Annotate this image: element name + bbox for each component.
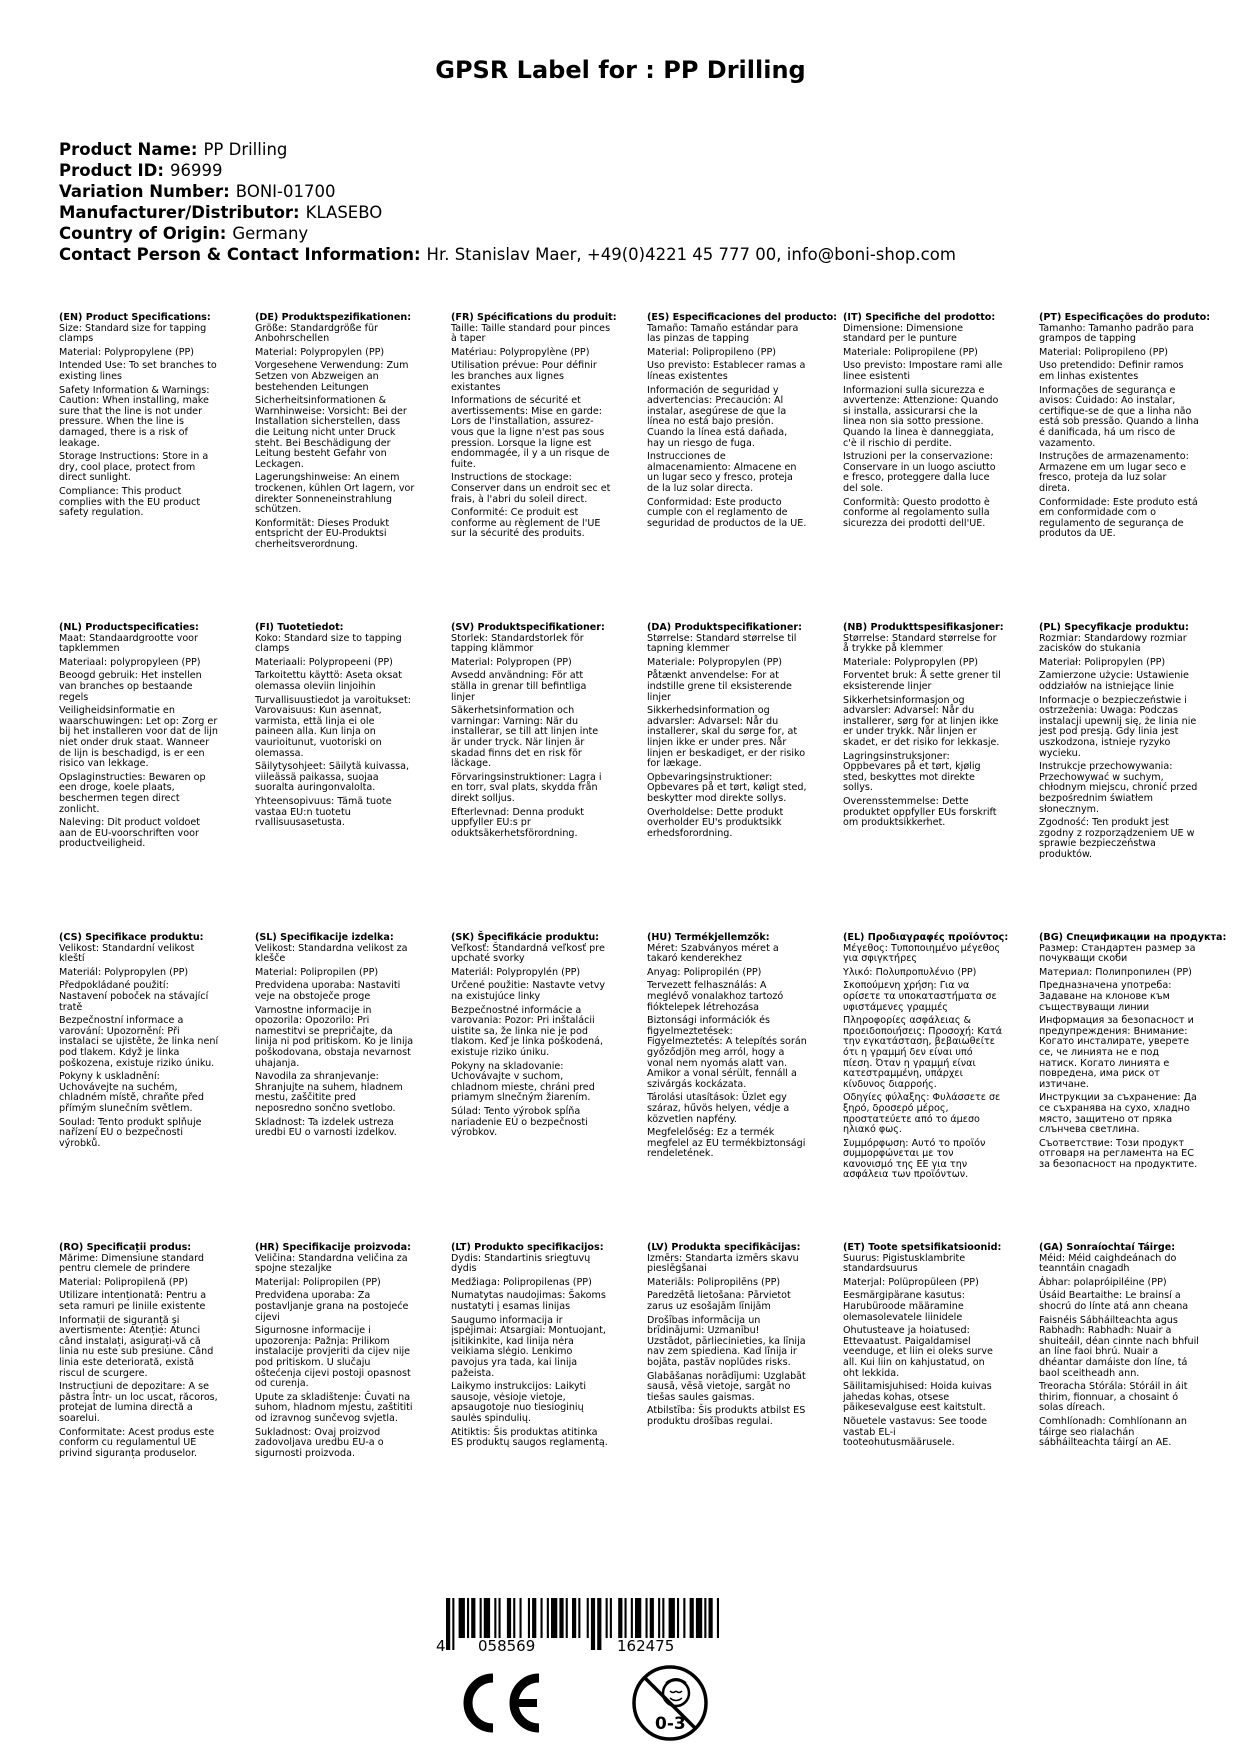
spec-field: Materjal: Polüpropüleen (PP) (843, 1276, 979, 1288)
spec-field: Conformidade: Este produto está em conformidade com o regulamento de segurança de produtos da UE. (1039, 496, 1198, 540)
spec-field: Naleving: Dit product voldoet aan de EU-voorschriften voor productveiligheid. (59, 817, 201, 850)
spec-heading: (DE) Produktspezifikationen: (255, 312, 412, 323)
spec-field: Materijal: Polipropilen (PP) (255, 1276, 381, 1288)
spec-field: Material: Polypropylen (PP) (255, 346, 385, 358)
spec-heading: (LT) Produkto specifikacijos: (451, 1242, 604, 1253)
spec-field: Faisnéis Sábháilteachta agus Rabhadh: Rabhadh: Nuair a shuiteáil, déan cinnte nach bhfuil an líne faoi bhrú. Nuair a dhéantar damáiste don líne, tá baol sceitheadh ann. (1039, 1314, 1199, 1379)
spec-field: Material: Polipropileno (PP) (647, 346, 776, 358)
spec-field: Material: Polipropilen (PP) (255, 966, 379, 978)
spec-field: Velikost: Standardní velikost kleští (59, 942, 195, 965)
spec-field: Forventet bruk: Å sette grener til eksisterende linjer (843, 670, 1001, 692)
spec-field: Materiál: Polypropylén (PP) (451, 966, 581, 978)
spec-field: Sukladnost: Ovaj proizvod zadovoljava uredbu EU-a o sigurnosti proizvoda. (255, 1426, 384, 1459)
spec-heading: (BG) Спецификации на продукта: (1039, 932, 1227, 943)
spec-heading: (EN) Product Specifications: (59, 312, 211, 323)
spec-block (843, 1243, 1003, 1452)
spec-field: Οδηγίες φύλαξης: Φυλάσσετε σε ξηρό, δροσερό μέρος, προστατεύετε από το άμεσο ηλιακό φως. (843, 1092, 1001, 1136)
spec-field: Medžiaga: Polipropilenas (PP) (451, 1276, 592, 1288)
spec-heading: (SL) Specifikacije izdelka: (255, 932, 394, 943)
spec-field: Sicherheitsinformationen & Warnhinweise: Vorsicht: Bei der Installation sicherstellen, dass die Leitung nicht unter Druck steht. Bei Beschädigung der Leitung besteht Gefahr von Leckagen. (255, 395, 407, 470)
spec-field: Materiale: Polipropilene (PP) (843, 346, 978, 358)
spec-field: Treoracha Stórála: Stóráil in áit thirim, fionnuar, a chosaint ó solas díreach. (1039, 1381, 1188, 1414)
spec-field: Materiale: Polypropylen (PP) (843, 656, 979, 668)
spec-field: Matériau: Polypropylène (PP) (451, 346, 590, 358)
spec-field: Sikkerhedsinformation og advarsler: Advarsel: Når du installerer, skal du sørge for, at linjen ikke er under pres. Når linjen er beskadiget, er der risiko for lækage. (647, 705, 806, 770)
spec-heading: (NL) Productspecificaties: (59, 622, 199, 633)
spec-field: Tervezett felhasználás: A meglévő vonalakhoz tartozó fióktelepek létrehozása (647, 980, 784, 1013)
spec-field: Zgodność: Ten produkt jest zgodny z rozporządzeniem UE w sprawie bezpieczeństwa produktów. (1039, 817, 1195, 860)
spec-heading: (FR) Spécifications du produit: (451, 312, 617, 323)
spec-field: Información de seguridad y advertencias: Precaución: Al instalar, asegúrese de que la línea no está bajo presión. Cuando la línea está dañada, hay un riesgo de fuga. (647, 384, 788, 449)
spec-block (451, 1243, 611, 1452)
spec-field: Overholdelse: Dette produkt overholder EU's produktsikk erhedsforordning. (647, 806, 784, 839)
spec-block (59, 623, 219, 853)
info-value: BONI-01700 (235, 182, 336, 201)
spec-block (843, 932, 1009, 1184)
spec-field: Úsáid Beartaithe: Le brainsí a shocrú do línte atá ann cheana (1039, 1290, 1189, 1312)
barcode (436, 1598, 726, 1668)
spec-field: Съответствие: Този продукт отговаря на регламента на ЕС за безопасност на продуктите. (1039, 1137, 1198, 1170)
spec-field: Comhlíonadh: Comhlíonann an táirge seo rialachán sábháilteachta táirgí an AE. (1039, 1415, 1187, 1449)
spec-field: Veiligheidsinformatie en waarschuwingen: Let op: Zorg er bij het installeren voor dat de lijn niet onder druk staat. Wanneer de lijn is beschadigd, is er een risico van lekkage. (59, 705, 218, 770)
spec-field: Numatytas naudojimas: Šakoms nustatyti į esamas linijas (451, 1290, 606, 1312)
spec-field: Skladnost: Ta izdelek ustreza uredbi EU o varnosti izdelkov. (255, 1116, 397, 1139)
info-value: Germany (232, 224, 309, 243)
spec-field: Предназначена употреба: Задаване на клонове към съществуващи линии (1039, 980, 1172, 1013)
spec-block (59, 933, 219, 1152)
spec-field: Nõuetele vastavus: See toode vastab EL-i tooteohutusmäärusele. (843, 1415, 987, 1449)
spec-field: Instrukcje przechowywania: Przechowywać w suchym, chłodnym miejscu, chronić przed bezpośrednim światłem słonecznym. (1039, 761, 1198, 815)
spec-field: Tamanho: Tamanho padrão para grampos de tapping (1039, 322, 1194, 345)
spec-block (255, 623, 415, 832)
spec-field: Opslaginstructies: Bewaren op een droge, koele plaats, beschermen tegen direct zonlicht. (59, 771, 206, 815)
spec-block (255, 313, 415, 553)
spec-field: Soulad: Tento produkt splňuje nařízení EU o bezpečnosti výrobků. (59, 1116, 202, 1149)
age-0-3-warning-icon (630, 1663, 710, 1747)
spec-field: Pokyny na skladovanie: Uchovávajte v suchom, chladnom mieste, chráni pred priamym slnečným žiarením. (451, 1060, 595, 1104)
spec-field: Materiał: Polipropylen (PP) (1039, 656, 1166, 668)
spec-field: Dydis: Standartinis sriegtuvų dydis (451, 1252, 591, 1275)
spec-field: Safety Information & Warnings: Caution: When installing, make sure that the line is not under pressure. When the line is damaged, there is a risk of leakage. (59, 384, 210, 449)
product-id-row (59, 160, 1189, 181)
spec-field: Uso previsto: Impostare rami alle linee esistenti (843, 360, 1003, 382)
spec-block (1039, 932, 1227, 1173)
country-of-origin-row (59, 223, 1189, 244)
spec-field: Upute za skladištenje: Čuvati na suhom, hladnom mjestu, zaštititi od izravnog sunčevog svjetla. (255, 1391, 413, 1424)
spec-field: Lagerungshinweise: An einem trockenen, kühlen Ort lagern, vor direkter Sonneneinstrahlung schützen. (255, 472, 415, 516)
spec-field: Určené použitie: Nastavte vetvy na existujúce linky (451, 980, 606, 1002)
spec-field: Maat: Standaardgrootte voor tapklemmen (59, 632, 199, 655)
info-value: 96999 (169, 161, 223, 180)
spec-heading: (FI) Tuotetiedot: (255, 622, 344, 633)
spec-field: Méid: Méid caighdeánach do teanntáin cnagadh (1039, 1252, 1177, 1275)
spec-field: Taille: Taille standard pour pinces à taper (451, 322, 611, 345)
info-label: Product Name: (59, 140, 198, 159)
product-name-row (59, 139, 1189, 160)
spec-field: Storage Instructions: Store in a dry, cool place, protect from direct sunlight. (59, 451, 209, 484)
info-label: Product ID: (59, 161, 164, 180)
spec-field: Μέγεθος: Τυποποιημένο μέγεθος για σφιγκτήρες (843, 942, 1001, 965)
spec-heading: (PL) Specyfikacje produktu: (1039, 622, 1189, 633)
spec-field: Rozmiar: Standardowy rozmiar zacisków do stukania (1039, 632, 1187, 655)
spec-field: Σκοπούμενη χρήση: Για να ορίσετε τα υποκαταστήματα σε υφιστάμενες γραμμές (843, 980, 997, 1013)
age-label: 0-3 (655, 1714, 686, 1734)
spec-block (647, 933, 807, 1163)
spec-block (451, 933, 611, 1142)
spec-field: Instructions de stockage: Conserver dans un endroit sec et frais, à l'abri du soleil direct. (451, 472, 611, 505)
spec-field: Uso pretendido: Definir ramos em linhas existentes (1039, 360, 1184, 382)
spec-heading: (NB) Produkttspesifikasjoner: (843, 622, 1004, 633)
spec-field: Instrucciones de almacenamiento: Almacene en un lugar seco y fresco, proteja de la luz solar directa. (647, 451, 797, 494)
spec-field: Conformità: Questo prodotto è conforme al regolamento sulla sicurezza dei prodotti dell'UE. (843, 496, 990, 529)
spec-block (1039, 1243, 1199, 1452)
spec-field: Lagringsinstruksjoner: Oppbevares på et tørt, kjølig sted, beskyttes mot direkte sollys. (843, 750, 981, 794)
spec-field: Materiāls: Polipropilēns (PP) (647, 1276, 781, 1288)
spec-field: Инструкции за съхранение: Да се съхранява на сухо, хладно място, защитено от пряка слънчева светлина. (1039, 1092, 1197, 1136)
spec-field: Materiál: Polypropylen (PP) (59, 966, 189, 978)
spec-field: Izmērs: Standarta izmērs skavu pieslēgšanai (647, 1252, 799, 1275)
spec-field: Instrucțiuni de depozitare: A se păstra într- un loc uscat, răcoros, protejat de lumina directă a soarelui. (59, 1381, 218, 1424)
spec-field: Megfelelőség: Ez a termék megfelel az EU termékbiztonsági rendeletének. (647, 1127, 806, 1160)
barcode-digit-first: 4 (436, 1637, 446, 1655)
barcode-digits-left: 058569 (478, 1637, 536, 1655)
specifications-grid (59, 313, 1239, 1563)
spec-field: Informacje o bezpieczeństwie i ostrzeżenia: Uwaga: Podczas instalacji upewnij się, że linia nie jest pod presją. Gdy linia jest uszkodzona, istnieje ryzyko wycieku. (1039, 694, 1197, 759)
spec-field: Tárolási utasítások: Üzlet egy száraz, hűvös helyen, védje a közvetlen napfény. (647, 1092, 790, 1125)
spec-field: Υλικό: Πολυπροπυλένιο (PP) (843, 966, 977, 978)
spec-field: Uso previsto: Establecer ramas a líneas existentes (647, 360, 806, 382)
spec-field: Πληροφορίες ασφάλειας & προειδοποιήσεις: Προσοχή: Κατά την εγκατάσταση, βεβαιωθείτε ότι η γραμμή δεν είναι υπό πίεση. Όταν η γραμμή είναι κατεστραμμένη, υπάρχει κίνδυνος διαρροής. (843, 1015, 1003, 1090)
spec-field: Material: Polypropen (PP) (451, 656, 572, 668)
spec-field: Storlek: Standardstorlek för tapping klämmor (451, 632, 584, 655)
spec-field: Größe: Standardgröße für Anbohrschellen (255, 322, 378, 345)
spec-heading: (ES) Especificaciones del producto: (647, 312, 838, 323)
ce-mark-icon (455, 1672, 545, 1738)
info-value: Hr. Stanislav Maer, +49(0)4221 45 777 00, info@boni-shop.com (426, 245, 956, 264)
spec-field: Konformität: Dieses Produkt entspricht der EU-Produktsi cherheitsverordnung. (255, 517, 390, 550)
contact-row (59, 244, 1189, 265)
spec-field: Tamaño: Tamaño estándar para las pinzas de tapping (647, 322, 799, 345)
spec-field: Conformidad: Este producto cumple con el reglamento de seguridad de productos de la UE. (647, 496, 807, 529)
spec-field: Materiaali: Polypropeeni (PP) (255, 656, 393, 668)
spec-field: Vorgesehene Verwendung: Zum Setzen von Abzweigen an bestehenden Leitungen (255, 360, 409, 393)
info-label: Manufacturer/Distributor: (59, 203, 300, 222)
spec-block (1039, 312, 1211, 543)
spec-heading: (RO) Specificații produs: (59, 1242, 192, 1253)
spec-field: Suurus: Pigistusklambrite standardsuurus (843, 1252, 966, 1275)
spec-field: Säilytysohjeet: Säilytä kuivassa, viileässä paikassa, suojaa suoralta auringonvalolta. (255, 761, 410, 794)
spec-field: Biztonsági információk és figyelmeztetések: Figyelmeztetés: A telepítés során győződjön meg arról, hogy a vonal nem nyomás alatt van. Amikor a vonal sérült, fennáll a szivárgás kockázata. (647, 1015, 807, 1090)
spec-heading: (ET) Toote spetsifikatsioonid: (843, 1242, 1002, 1253)
manufacturer-row (59, 202, 1189, 223)
spec-field: Conformitate: Acest produs este conform cu regulamentul UE privind siguranța produselor. (59, 1426, 215, 1459)
spec-heading: (CS) Specifikace produktu: (59, 932, 204, 943)
info-value: KLASEBO (305, 203, 383, 222)
spec-field: Predvidena uporaba: Nastaviti veje na obstoječe proge (255, 980, 401, 1002)
spec-block (255, 1243, 415, 1462)
spec-field: Ábhar: polapróipiléine (PP) (1039, 1276, 1167, 1288)
spec-field: Laikymo instrukcijos: Laikyti sausoje, vėsioje vietoje, apsaugotoje nuo tiesioginių saulės spindulių. (451, 1381, 587, 1424)
spec-field: Atbilstība: Šis produkts atbilst ES produktu drošības regulai. (647, 1405, 806, 1427)
spec-heading: (HR) Specifikacije proizvoda: (255, 1242, 411, 1253)
spec-heading: (PT) Especificações do produto: (1039, 312, 1211, 323)
spec-field: Koko: Standard size to tapping clamps (255, 632, 402, 655)
spec-field: Compliance: This product complies with the EU product safety regulation. (59, 485, 201, 519)
spec-field: Předpokládané použití: Nastavení poboček na stávající tratě (59, 980, 209, 1013)
spec-field: Информация за безопасност и предупреждения: Внимание: Когато инсталирате, уверете се, че линията не е под натиск. Когато линията е повредена, има риск от изтичане. (1039, 1015, 1194, 1090)
spec-heading: (IT) Specifiche del prodotto: (843, 312, 996, 323)
spec-field: Mărime: Dimensiune standard pentru clemele de prindere (59, 1252, 205, 1275)
variation-number-row (59, 181, 1189, 202)
spec-field: Velikost: Standardna velikost za klešče (255, 942, 408, 965)
spec-row (59, 313, 1239, 623)
spec-heading: (SV) Produktspecifikationer: (451, 622, 605, 633)
spec-field: Istruzioni per la conservazione: Conservare in un luogo asciutto e fresco, proteggere dalla luce del sole. (843, 451, 996, 494)
product-info (59, 139, 1189, 265)
spec-field: Informazioni sulla sicurezza e avvertenze: Attenzione: Quando si installa, assicurarsi che la linea non sia sotto pressione. Quando la linea è danneggiata, c'è il rischio di perdite. (843, 384, 999, 449)
spec-block (59, 313, 219, 522)
spec-field: Utilizare intenționată: Pentru a seta ramuri pe liniile existente (59, 1290, 207, 1312)
spec-block (451, 623, 611, 842)
spec-field: Dimensione: Dimensione standard per le punture (843, 322, 964, 345)
info-value: PP Drilling (203, 140, 288, 159)
spec-field: Размер: Стандартен размер за почукващи скоби (1039, 942, 1196, 965)
spec-row (59, 933, 1239, 1243)
spec-heading: (LV) Produkta specifikācijas: (647, 1242, 801, 1253)
spec-field: Säilitamisjuhised: Hoida kuivas jahedas kohas, otsese päikesevalguse eest kaitstult. (843, 1381, 992, 1414)
spec-field: Material: Polipropileno (PP) (1039, 346, 1168, 358)
spec-field: Sikkerhetsinformasjon og advarsler: Advarsel: Når du installerer, sørg for at linjen ikke er under trykk. Når linjen er skadet, er det risiko for lekkasje. (843, 694, 1000, 748)
spec-field: Informații de siguranță și avertismente: Atenție: Atunci când instalați, asigurați-vă că linia nu este sub presiune. Când linia este deteriorată, există riscul de scurgere. (59, 1314, 214, 1379)
spec-heading: (HU) Termékjellemzők: (647, 932, 770, 943)
spec-heading: (GA) Sonraíochtaí Táirge: (1039, 1242, 1176, 1253)
spec-field: Ohutusteave ja hoiatused: Ettevaatust. Paigaldamisel veenduge, et liin ei oleks surve all. Kui liin on kahjustatud, on oht lekkida. (843, 1325, 993, 1379)
barcode-bars-icon (436, 1598, 726, 1668)
spec-field: Drošības informācija un brīdinājumi: Uzmanību! Uzstādot, pārliecinieties, ka līnija nav zem spiediena. Kad līnija ir bojāta, pastāv noplūdes risks. (647, 1314, 806, 1368)
spec-block (647, 1243, 807, 1431)
spec-field: Instruções de armazenamento: Armazene em um lugar seco e fresco, proteja da luz solar direta. (1039, 451, 1189, 494)
spec-field: Sigurnosne informacije i upozorenja: Pažnja: Prilikom instalacije provjeriti da cijev nije pod pritiskom. U slučaju oštećenja cijevi postoji opasnost od curenja. (255, 1325, 411, 1390)
spec-field: Efterlevnad: Denna produkt uppfyller EU:s pr oduktsäkerhetsförordning. (451, 806, 585, 839)
spec-field: Størrelse: Standard størrelse til tapning klemmer (647, 632, 797, 655)
spec-field: Turvallisuustiedot ja varoitukset: Varovaisuus: Kun asennat, varmista, että linja ei ole paineen alla. Kun linja on vaurioitunut, vuotoriski on olemassa. (255, 694, 411, 759)
spec-field: Informações de segurança e avisos: Cuidado: Ao instalar, certifique-se de que a linha não está sob pressão. Quando a linha é danificada, há um risco de vazamento. (1039, 384, 1199, 449)
spec-field: Veličina: Standardna veličina za spojne stezaljke (255, 1252, 408, 1275)
barcode-digits-right: 162475 (617, 1637, 675, 1655)
spec-block (647, 623, 807, 842)
spec-field: Utilisation prévue: Pour définir les branches aux lignes existantes (451, 360, 597, 393)
spec-field: Eesmärgipärane kasutus: Harubüroode määramine olemasolevatele liinidele (843, 1290, 965, 1323)
spec-field: Intended Use: To set branches to existing lines (59, 360, 217, 382)
spec-field: Overensstemmelse: Dette produktet oppfyller EUs forskrift om produktsikkerhet. (843, 795, 997, 829)
spec-row (59, 1243, 1239, 1563)
spec-field: Материал: Полипропилен (PP) (1039, 966, 1192, 978)
spec-field: Säkerhetsinformation och varningar: Varning: När du installerar, se till att linjen inte är under tryck. När linjen är skadad finns det en risk för läckage. (451, 705, 599, 770)
spec-field: Förvaringsinstruktioner: Lagra i en torr, sval plats, skydda från direkt solljus. (451, 771, 602, 804)
spec-field: Saugumo informacija ir įspėjimai: Atsargiai: Montuojant, įsitikinkite, kad linija nėra veikiama slėgio. Lenkimo pavojus yra tada, kai linija pažeista. (451, 1314, 606, 1379)
spec-field: Συμμόρφωση: Αυτό το προϊόν συμμορφώνεται με τον κανονισμό της ΕΕ για την ασφάλεια των προϊόντων. (843, 1137, 986, 1181)
spec-block (843, 623, 1003, 832)
info-label: Country of Origin: (59, 224, 227, 243)
spec-field: Predviđena uporaba: Za postavljanje grana na postojeće cijevi (255, 1290, 409, 1323)
info-label: Variation Number: (59, 182, 230, 201)
spec-field: Størrelse: Standard størrelse for å trykke på klemmer (843, 632, 997, 655)
spec-heading: (DA) Produktspecifikationer: (647, 622, 802, 633)
spec-field: Méret: Szabványos méret a takaró kenderekhez (647, 942, 779, 965)
spec-field: Veľkosť: Štandardná veľkosť pre upchaté svorky (451, 942, 605, 965)
spec-field: Glabāšanas norādījumi: Uzglabāt sausā, vēsā vietoje, sargāt no tiešas saules gaismas. (647, 1370, 806, 1403)
spec-field: Navodila za shranjevanje: Shranjujte na suhem, hladnem mestu, zaščitite pred neposredno sončno svetlobo. (255, 1071, 403, 1114)
spec-heading: (SK) Špecifikácie produktu: (451, 932, 600, 943)
spec-field: Bezpečnostní informace a varování: Upozornění: Při instalaci se ujistěte, že linka není pod tlakem. Když je linka poškozena, existuje riziko úniku. (59, 1015, 219, 1069)
spec-block (1039, 623, 1199, 863)
spec-field: Materiale: Polypropylen (PP) (647, 656, 783, 668)
spec-field: Zamierzone użycie: Ustawienie oddziałów na istniejące linie (1039, 670, 1189, 692)
spec-field: Informations de sécurité et avertissements: Mise en garde: Lors de l'installation, assurez-vous que la ligne n'est pas sous pression. Lorsque la ligne est endommagée, il y a un risque de fuite. (451, 395, 610, 470)
spec-field: Tarkoitettu käyttö: Aseta oksat olemassa oleviin linjoihin (255, 670, 402, 692)
info-label: Contact Person & Contact Information: (59, 245, 421, 264)
spec-field: Opbevaringsinstruktioner: Opbevares på et tørt, køligt sted, beskytter mod direkte sollys. (647, 771, 807, 804)
spec-field: Yhteensopivuus: Tämä tuote vastaa EU:n tuotetu rvallisuusasetusta. (255, 795, 392, 829)
spec-field: Avsedd användning: För att ställa in grenar till befintliga linjer (451, 670, 587, 703)
spec-field: Varnostne informacije in opozorila: Opozorilo: Pri namestitvi se prepričajte, da linija ni pod pritiskom. Ko je linija poškodovana, obstaja nevarnost uhajanja. (255, 1004, 414, 1069)
spec-field: Materiaal: polypropyleen (PP) (59, 656, 201, 668)
spec-field: Pokyny k uskladnění: Uchovávejte na suchém, chladném místě, chraňte před přímým slunečním světlem. (59, 1071, 204, 1114)
spec-field: Súlad: Tento výrobok spĺňa nariadenie EÚ o bezpečnosti výrobkov. (451, 1105, 588, 1139)
spec-field: Anyag: Polipropilén (PP) (647, 966, 762, 978)
spec-heading: (EL) Προδιαγραφές προϊόντος: (843, 932, 1009, 943)
spec-field: Paredzētā lietošana: Pārvietot zarus uz esošajām līnijām (647, 1290, 791, 1312)
spec-field: Material: Polypropylene (PP) (59, 346, 195, 358)
spec-block (451, 312, 617, 543)
spec-field: Bezpečnostné informácie a varovania: Pozor: Pri inštalácii uistite sa, že linka nie je pod tlakom. Keď je linka poškodená, existuje riziko úniku. (451, 1004, 604, 1058)
spec-field: Atitiktis: Šis produktas atitinka ES produktų saugos reglamentą. (451, 1426, 608, 1449)
spec-block (647, 312, 838, 532)
spec-row (59, 623, 1239, 933)
spec-block (255, 933, 415, 1142)
spec-block (59, 1243, 219, 1462)
spec-field: Material: Polipropilenă (PP) (59, 1276, 188, 1288)
spec-field: Påtænkt anvendelse: For at indstille grene til eksisterende linjer (647, 670, 792, 703)
spec-field: Beoogd gebruik: Het instellen van branches op bestaande regels (59, 670, 202, 703)
spec-block (843, 313, 1003, 532)
spec-field: Conformité: Ce produit est conforme au règlement de l'UE sur la sécurité des produits. (451, 507, 601, 540)
spec-field: Size: Standard size for tapping clamps (59, 322, 207, 345)
page-title: GPSR Label for : PP Drilling (435, 56, 806, 84)
